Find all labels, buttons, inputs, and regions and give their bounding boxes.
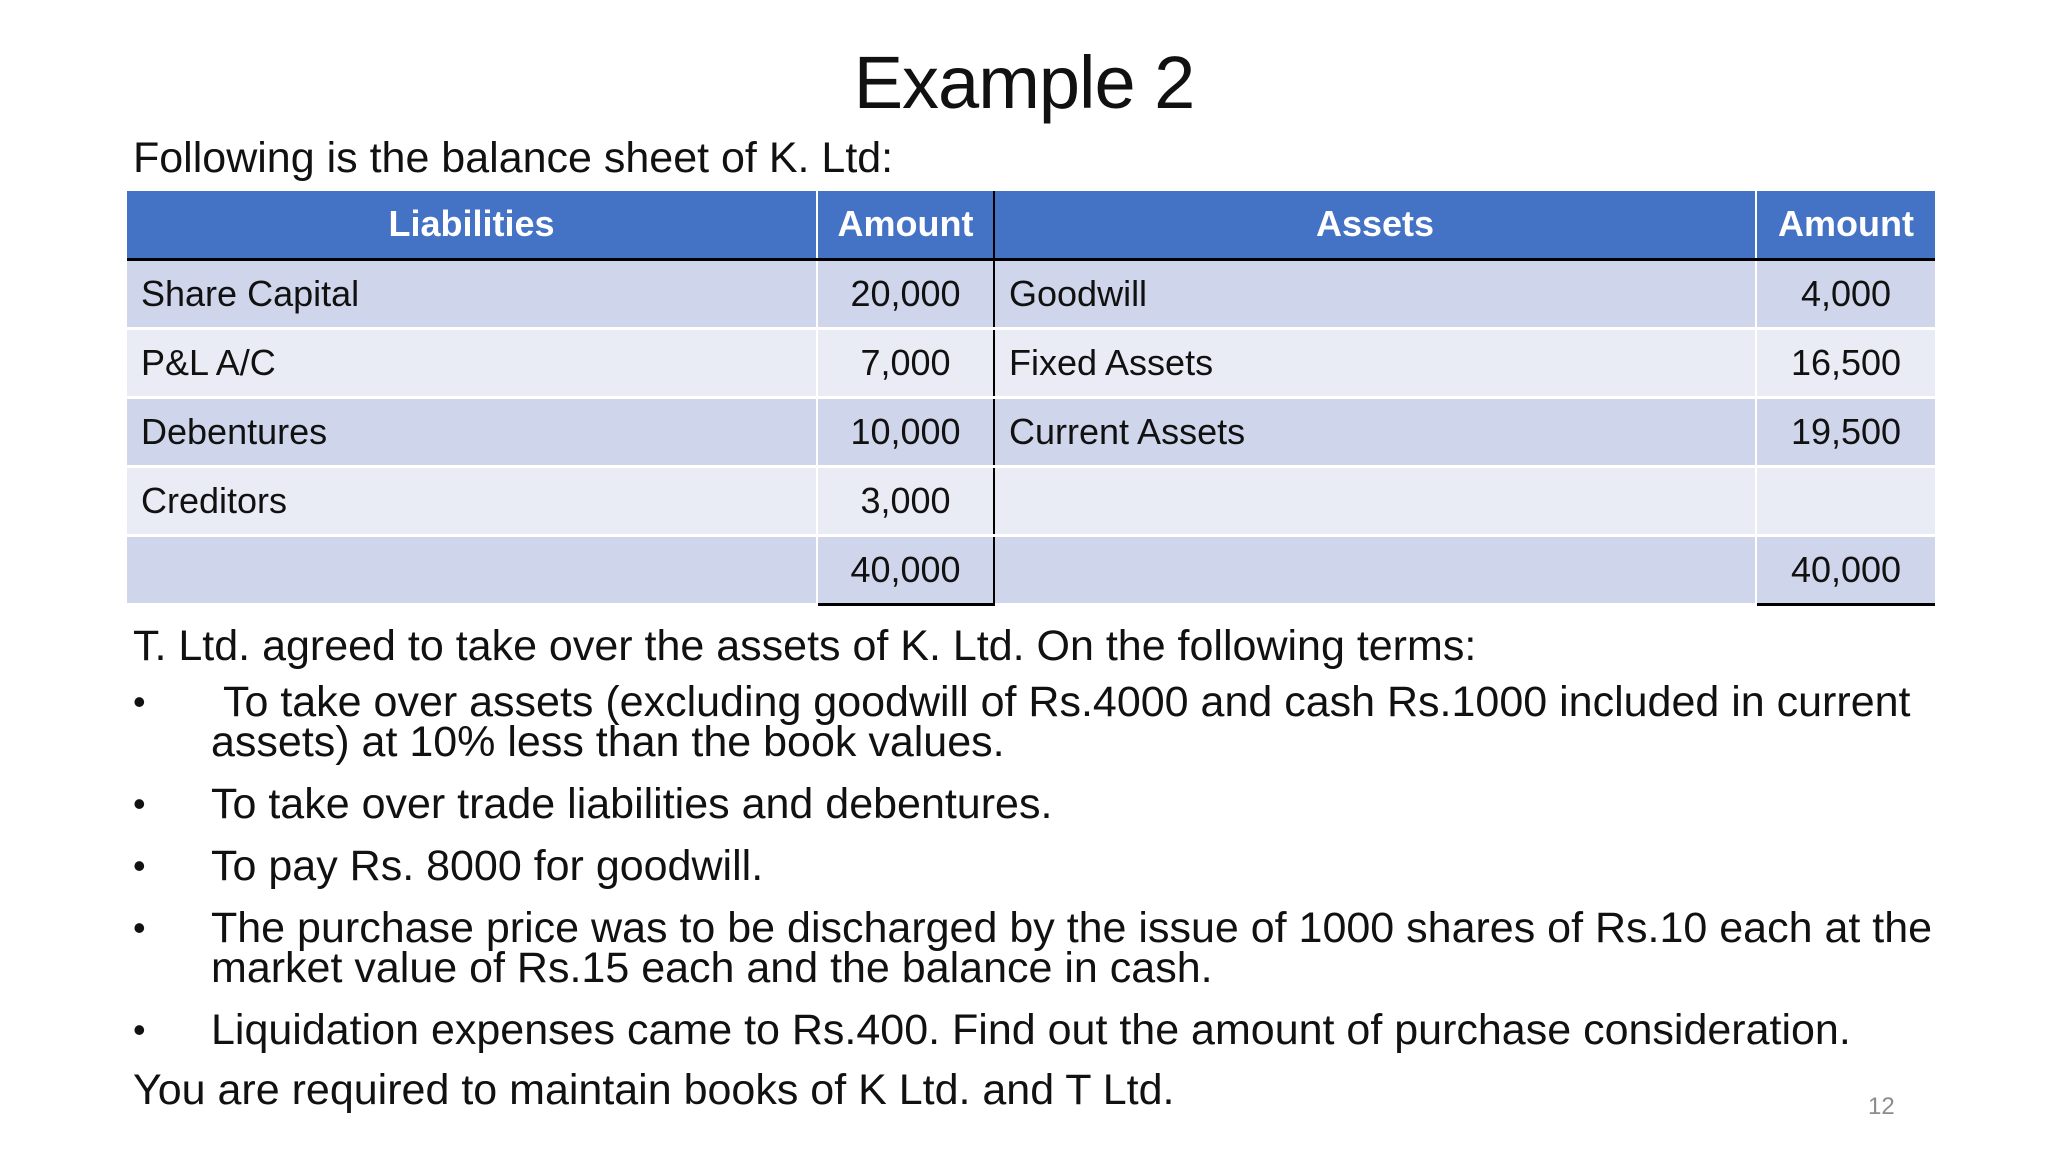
liability-name: Debentures bbox=[127, 397, 817, 466]
term-text: To take over trade liabilities and debentures. bbox=[211, 780, 1053, 828]
list-item bbox=[133, 1006, 1933, 1054]
table-row bbox=[127, 397, 1935, 466]
list-item bbox=[133, 904, 1933, 992]
liability-name: Share Capital bbox=[127, 259, 817, 328]
asset-name: Current Assets bbox=[994, 397, 1756, 466]
bullet-icon: • bbox=[133, 783, 146, 824]
asset-name bbox=[994, 466, 1756, 535]
conclusion-text: You are required to maintain books of K Ltd. and T Ltd. bbox=[133, 1066, 1175, 1114]
asset-name: Fixed Assets bbox=[994, 328, 1756, 397]
asset-amount: 19,500 bbox=[1756, 397, 1935, 466]
bullet-icon: • bbox=[133, 681, 146, 722]
term-text: Liquidation expenses came to Rs.400. Find out the amount of purchase consideration. bbox=[211, 1006, 1851, 1054]
asset-amount bbox=[1756, 466, 1935, 535]
total-assets: 40,000 bbox=[1756, 535, 1935, 604]
liability-name: P&L A/C bbox=[127, 328, 817, 397]
table-row bbox=[127, 466, 1935, 535]
asset-amount: 16,500 bbox=[1756, 328, 1935, 397]
table-row bbox=[127, 259, 1935, 328]
table-row bbox=[127, 328, 1935, 397]
asset-amount: 4,000 bbox=[1756, 259, 1935, 328]
totals-row bbox=[127, 535, 1935, 604]
balance-sheet-table bbox=[127, 191, 1935, 606]
liability-amount: 20,000 bbox=[817, 259, 994, 328]
intro-text: Following is the balance sheet of K. Ltd: bbox=[133, 134, 894, 182]
total-liabilities: 40,000 bbox=[817, 535, 994, 604]
liability-amount: 10,000 bbox=[817, 397, 994, 466]
liability-name: Creditors bbox=[127, 466, 817, 535]
header-amount-liabilities: Amount bbox=[817, 191, 994, 259]
term-text: The purchase price was to be discharged by the issue of 1000 shares of Rs.10 each at the market value of Rs.15 each and the balance in cash. bbox=[211, 904, 1933, 992]
list-item bbox=[133, 678, 1933, 766]
terms-intro: T. Ltd. agreed to take over the assets of K. Ltd. On the following terms: bbox=[133, 622, 1477, 670]
page-number: 12 bbox=[1868, 1093, 1895, 1120]
bullet-icon: • bbox=[133, 907, 146, 948]
header-assets: Assets bbox=[994, 191, 1756, 259]
asset-name: Goodwill bbox=[994, 259, 1756, 328]
slide-title: Example 2 bbox=[853, 41, 1195, 124]
bullet-icon: • bbox=[133, 1009, 146, 1050]
liability-amount: 7,000 bbox=[817, 328, 994, 397]
totals-label-assets bbox=[994, 535, 1756, 604]
header-liabilities: Liabilities bbox=[127, 191, 817, 259]
list-item bbox=[133, 780, 1933, 828]
bullet-icon: • bbox=[133, 845, 146, 886]
term-text: To pay Rs. 8000 for goodwill. bbox=[211, 842, 764, 890]
terms-list bbox=[133, 678, 1933, 1072]
header-amount-assets: Amount bbox=[1756, 191, 1935, 259]
table-header-row bbox=[127, 191, 1935, 259]
term-text: To take over assets (excluding goodwill of Rs.4000 and cash Rs.1000 included in current assets) at 10% less than the book values. bbox=[211, 678, 1923, 766]
list-item bbox=[133, 842, 1933, 890]
totals-label bbox=[127, 535, 817, 604]
liability-amount: 3,000 bbox=[817, 466, 994, 535]
